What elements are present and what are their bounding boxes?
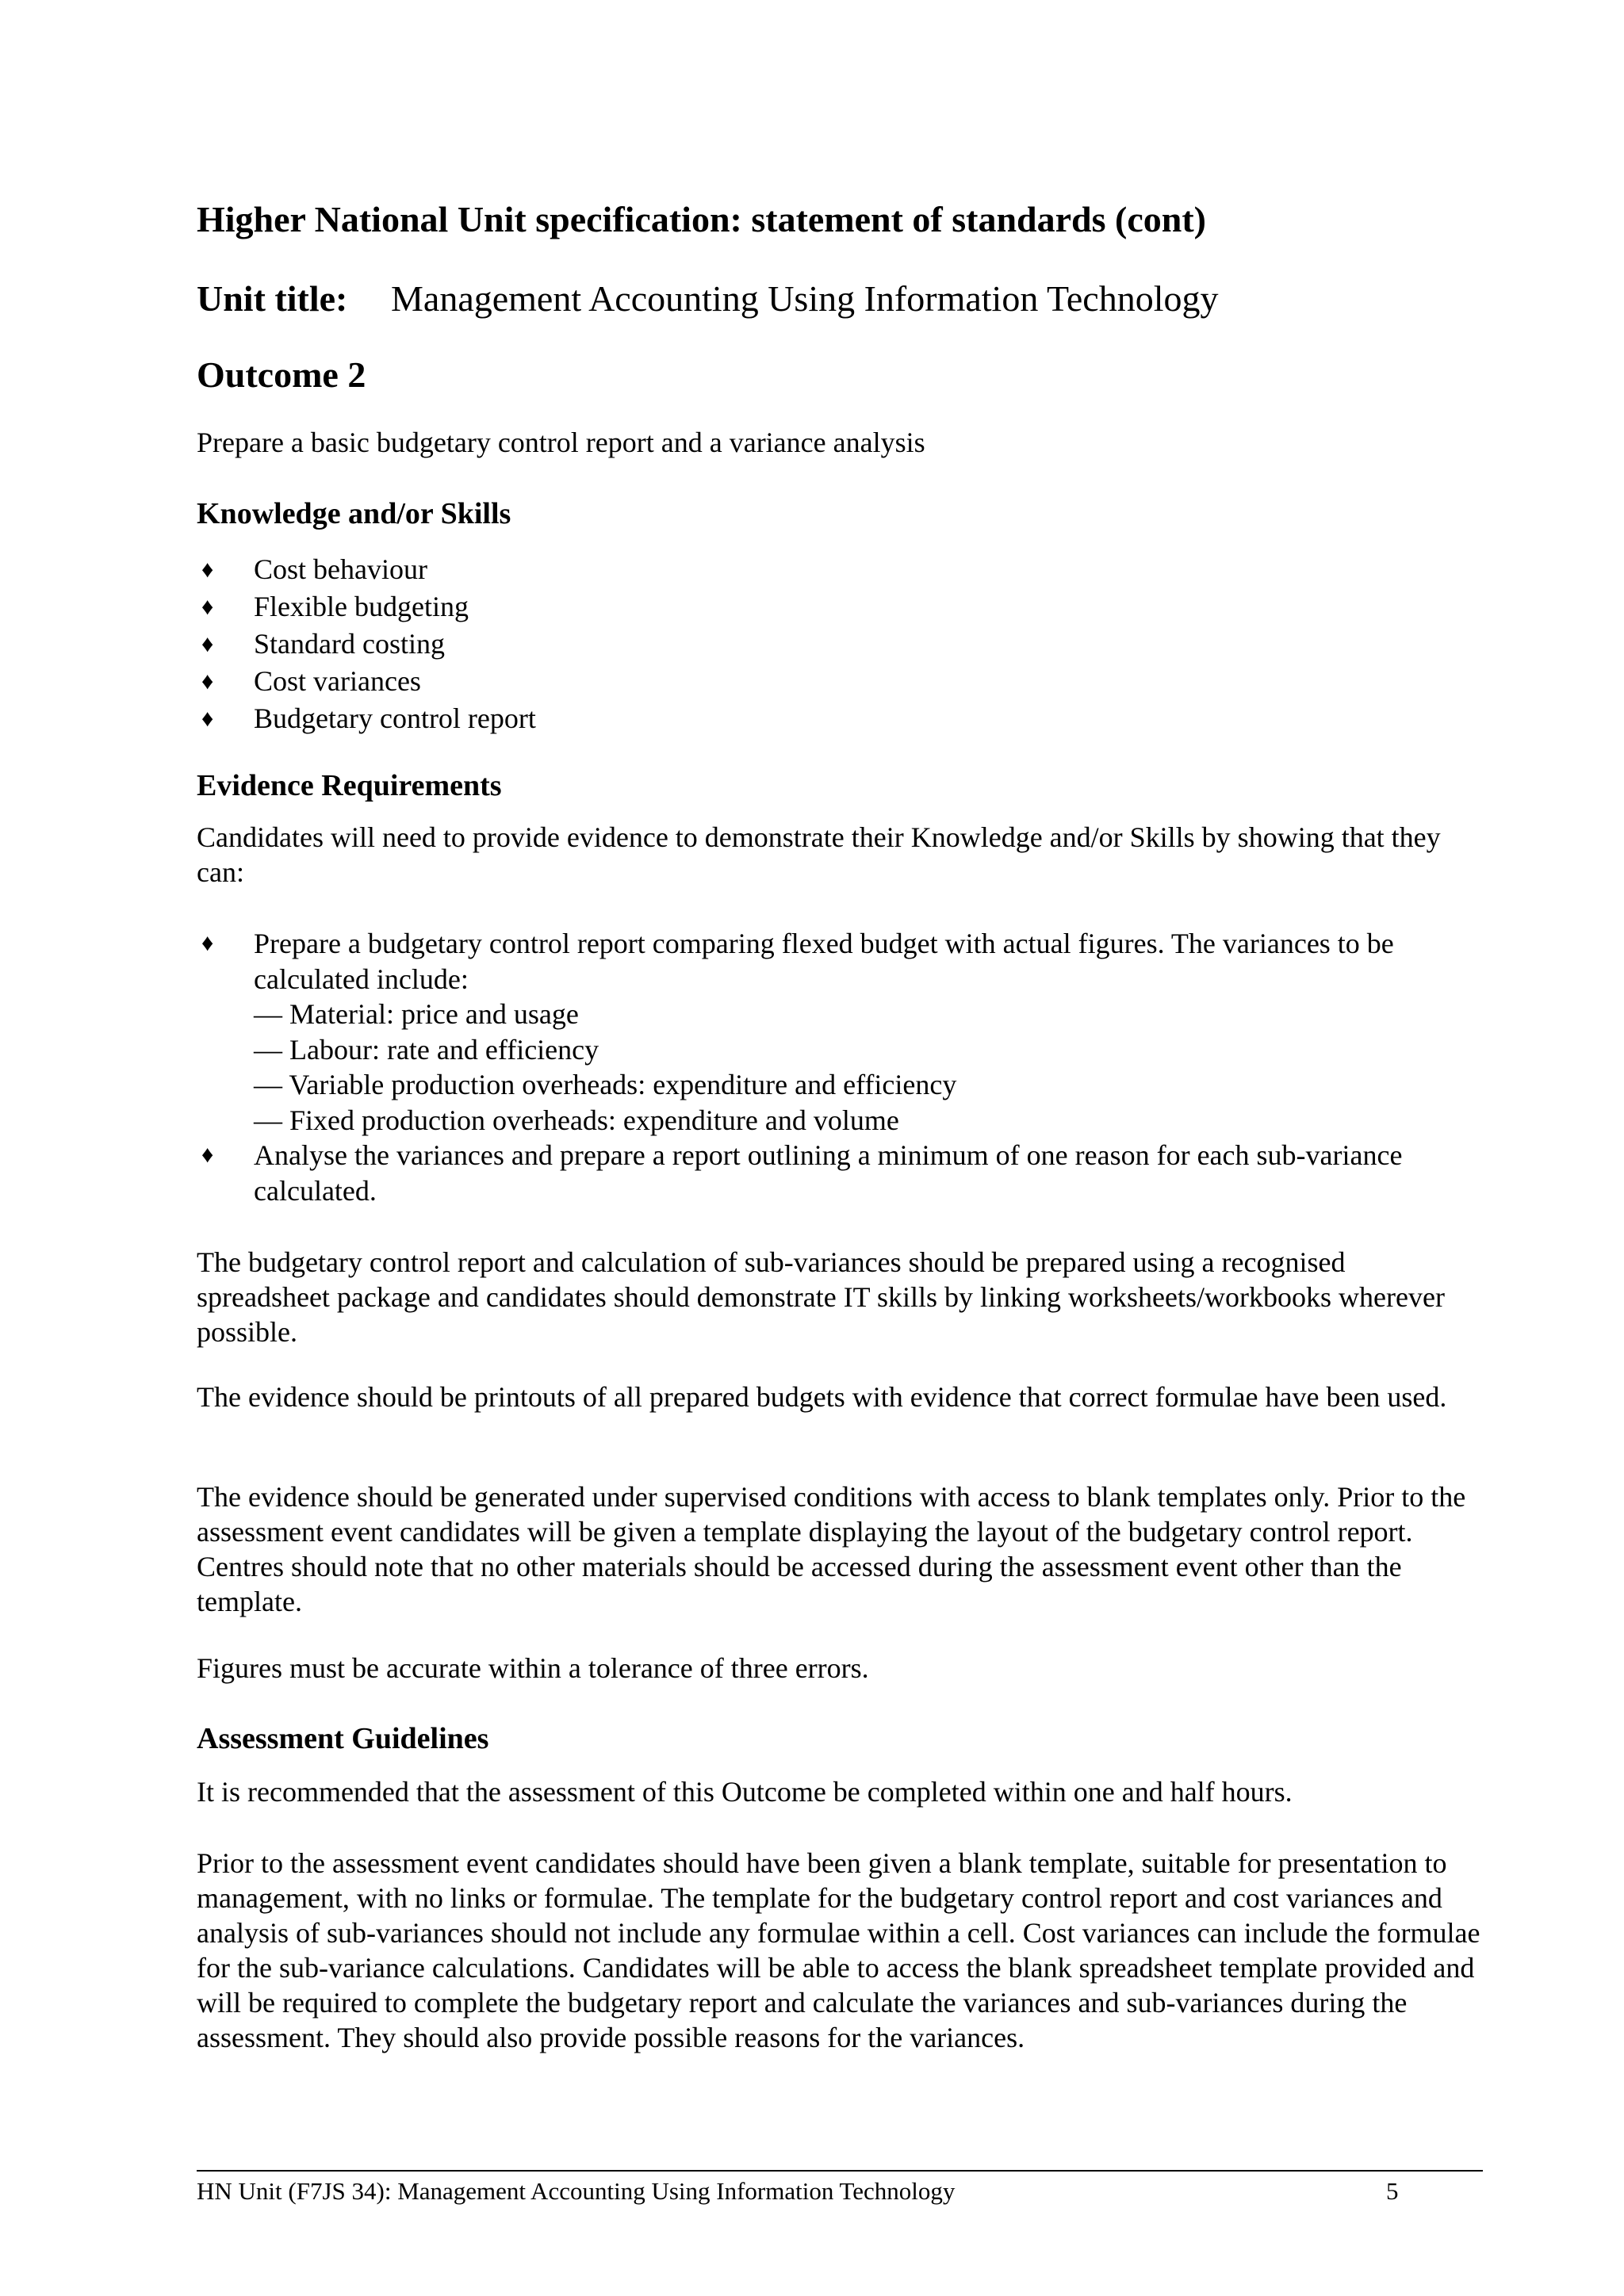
page-title: Higher National Unit specification: statement of standards (cont): [197, 199, 1206, 239]
list-item: ♦ Cost variances: [197, 663, 1497, 700]
list-item: ♦ Analyse the variances and prepare a report outlining a minimum of one reason for each sub-variance calculated.: [201, 1139, 1403, 1207]
evidence-paragraph: The budgetary control report and calculation of sub-variances should be prepared using a recognised spreadsheet package and candidates should demonstrate IT skills by linking worksheets/workbooks wherever possible.: [197, 1246, 1445, 1348]
list-item: ♦ Flexible budgeting: [197, 588, 1497, 626]
assessment-heading: Assessment Guidelines: [197, 1722, 489, 1755]
assessment-paragraph: Prior to the assessment event candidates should have been given a blank template, suitable for presentation to management, with no links or formulae. The template for the budgetary control report and cost variances and analysis of sub-variances should not include any formulae within a cell. Cost variances can include the formulae for the sub-variance calculations. Candidates will be able to access the blank spreadsheet template provided and will be required to complete the budgetary report and calculate the variances and sub-variances during the assessment. They should also provide possible reasons for the variances.: [197, 1847, 1480, 2053]
diamond-bullet-icon: ♦: [201, 631, 214, 657]
knowledge-list: [197, 551, 1497, 737]
assessment-paragraph: It is recommended that the assessment of this Outcome be completed within one and half hours.: [197, 1776, 1293, 1808]
sub-item: — Variable production overheads: expenditure and efficiency: [254, 1069, 957, 1100]
sub-item: — Labour: rate and efficiency: [254, 1033, 599, 1066]
diamond-bullet-icon: ♦: [201, 594, 214, 620]
sub-item: — Material: price and usage: [254, 998, 579, 1030]
evidence-paragraph: The evidence should be generated under supervised conditions with access to blank templates only. Prior to the assessment event candidates will be given a template displaying the layout of the budgetary control report. Centres should note that no other materials should be accessed during the assessment event other than the template.: [197, 1481, 1466, 1617]
footer-text: HN Unit (F7JS 34): Management Accounting Using Information Technology: [197, 2177, 956, 2205]
diamond-bullet-icon: ♦: [201, 668, 214, 695]
diamond-bullet-icon: ♦: [201, 1142, 214, 1168]
list-item: ♦ Budgetary control report: [197, 700, 1497, 737]
diamond-bullet-icon: ♦: [201, 930, 214, 956]
evidence-list: [197, 926, 1497, 1208]
list-item: ♦ Prepare a budgetary control report comparing flexed budget with actual figures. The variances to be calculated include: — Material: price and usage — Labour: rate and efficiency — Variable production overheads: expenditure and efficiency — Fixed production overheads: expenditure and volume: [197, 926, 1497, 1138]
outcome-statement: Prepare a basic budgetary control report and a variance analysis: [197, 427, 925, 458]
list-item: ♦ Cost behaviour: [197, 551, 1497, 588]
unit-title: Management Accounting Using Information Technology: [391, 278, 1219, 319]
knowledge-heading: Knowledge and/or Skills: [197, 497, 511, 530]
sub-item: — Fixed production overheads: expenditure and volume: [254, 1104, 899, 1136]
list-item: ♦ Standard costing: [197, 626, 1497, 663]
evidence-paragraph: Figures must be accurate within a tolerance of three errors.: [197, 1652, 869, 1684]
evidence-paragraph: The evidence should be printouts of all prepared budgets with evidence that correct formulae have been used.: [197, 1381, 1447, 1413]
unit-title-label: Unit title:: [197, 278, 348, 319]
page-number: 5: [1386, 2177, 1399, 2205]
diamond-bullet-icon: ♦: [201, 706, 214, 732]
evidence-intro: Candidates will need to provide evidence to demonstrate their Knowledge and/or Skills by showing that they can:: [197, 821, 1441, 888]
diamond-bullet-icon: ♦: [201, 557, 214, 583]
footer-divider: [197, 2170, 1483, 2172]
unit-title-line: [197, 275, 1219, 323]
evidence-heading: Evidence Requirements: [197, 769, 502, 802]
outcome-heading: Outcome 2: [197, 354, 366, 395]
